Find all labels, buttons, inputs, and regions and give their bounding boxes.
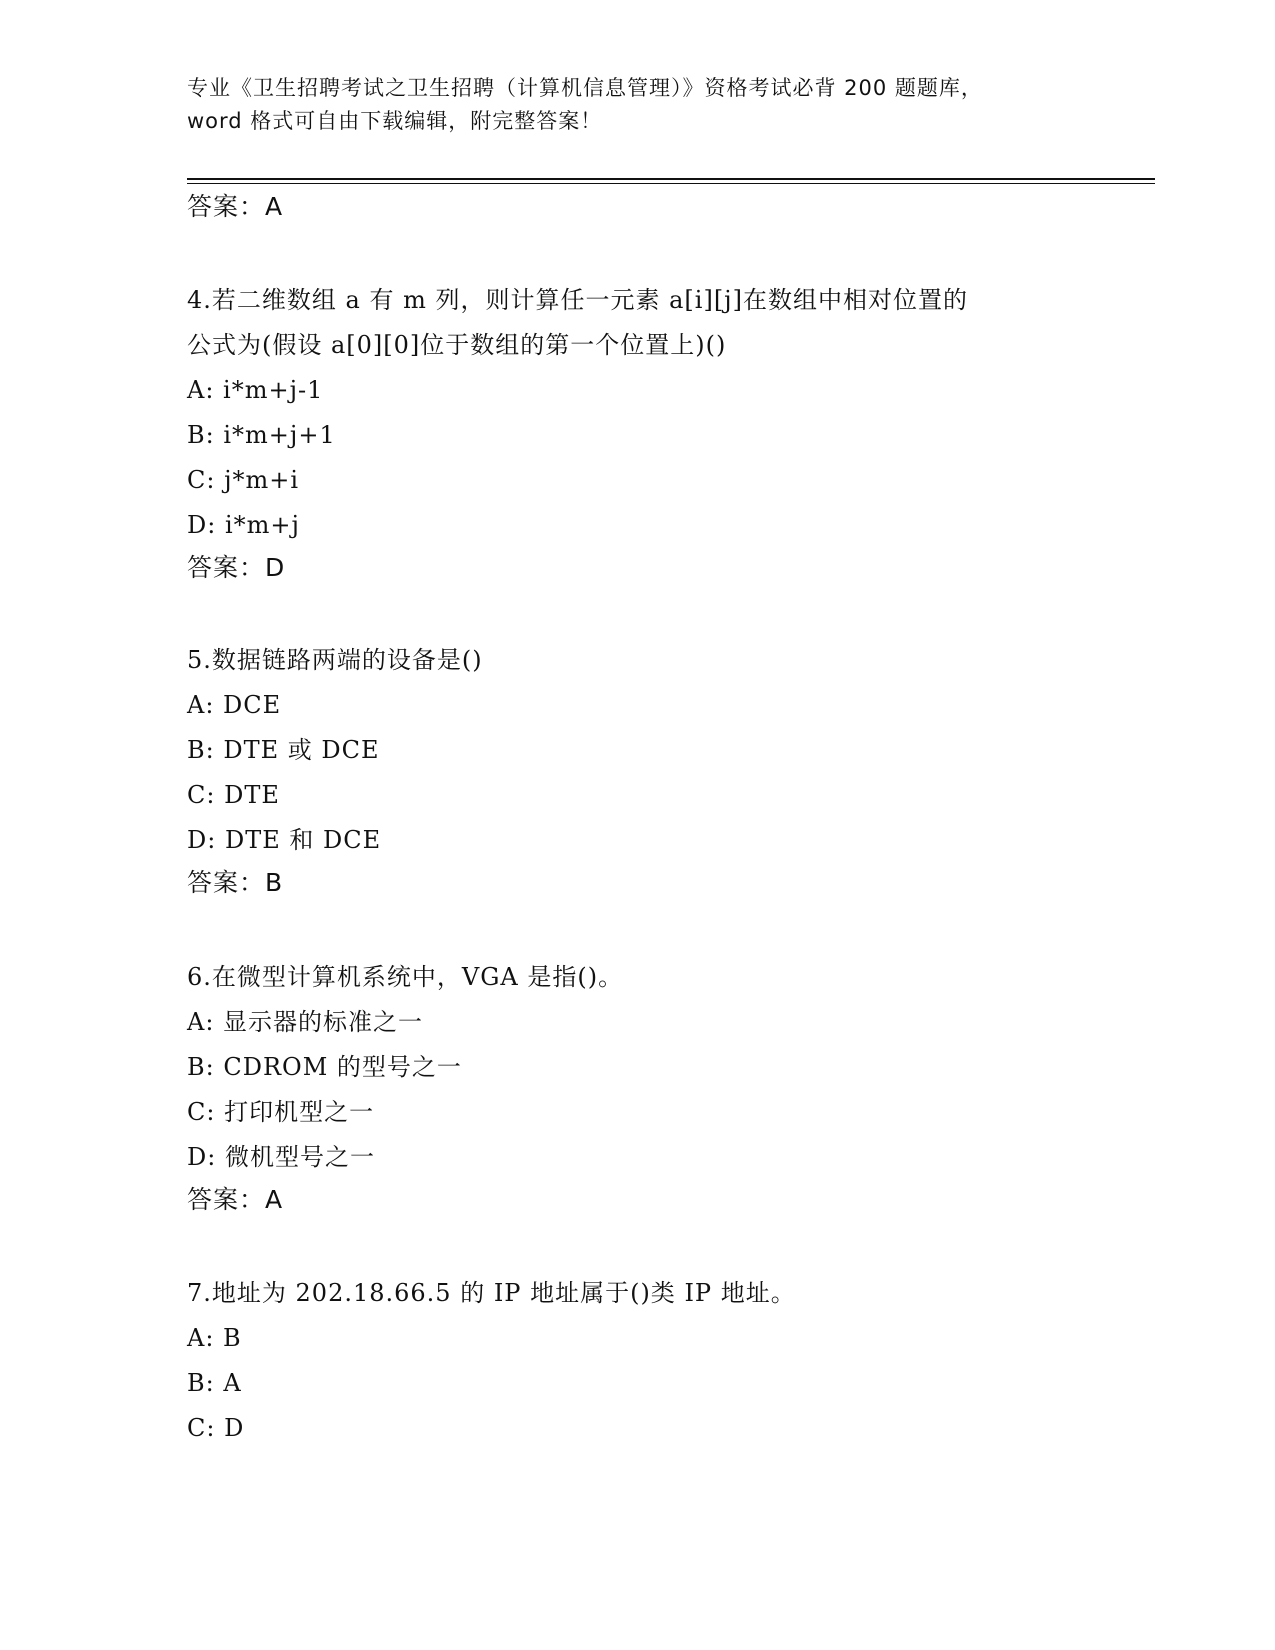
answer-line: 答案：A <box>187 192 284 221</box>
document-header <box>187 72 1087 138</box>
option-d: D: DTE 和 DCE <box>187 826 382 854</box>
answer-line: 答案：B <box>187 868 284 897</box>
option-a: A: B <box>187 1324 242 1352</box>
header-line-2: word 格式可自由下载编辑，附完整答案！ <box>187 109 603 133</box>
option-b: B: DTE 或 DCE <box>187 736 380 764</box>
option-c: C: 打印机型之一 <box>187 1098 375 1126</box>
header-rule-thin <box>187 183 1155 184</box>
answer-line: 答案：A <box>187 1185 284 1214</box>
option-a: A: i*m+j-1 <box>187 376 324 404</box>
option-c: C: D <box>187 1414 245 1442</box>
option-d: D: i*m+j <box>187 511 300 539</box>
option-b: B: i*m+j+1 <box>187 421 336 449</box>
option-b: B: CDROM 的型号之一 <box>187 1053 462 1081</box>
question-6-text: 6.在微型计算机系统中，VGA 是指()。 <box>187 963 624 991</box>
question-5-text: 5.数据链路两端的设备是() <box>187 646 483 674</box>
option-d: D: 微机型号之一 <box>187 1143 375 1171</box>
question-4-text: 4.若二维数组 a 有 m 列，则计算任一元素 a[i][j]在数组中相对位置的 <box>187 286 968 314</box>
header-rule <box>187 178 1155 180</box>
question-4-text-cont: 公式为(假设 a[0][0]位于数组的第一个位置上)() <box>187 331 727 359</box>
option-c: C: j*m+i <box>187 466 300 494</box>
question-7-text: 7.地址为 202.18.66.5 的 IP 地址属于()类 IP 地址。 <box>187 1279 796 1307</box>
option-c: C: DTE <box>187 781 280 809</box>
option-a: A: DCE <box>187 691 282 719</box>
option-a: A: 显示器的标准之一 <box>187 1008 424 1036</box>
answer-line: 答案：D <box>187 553 286 582</box>
header-line-1: 专业《卫生招聘考试之卫生招聘（计算机信息管理）》资格考试必背 200 题题库， <box>187 76 983 100</box>
option-b: B: A <box>187 1369 242 1397</box>
